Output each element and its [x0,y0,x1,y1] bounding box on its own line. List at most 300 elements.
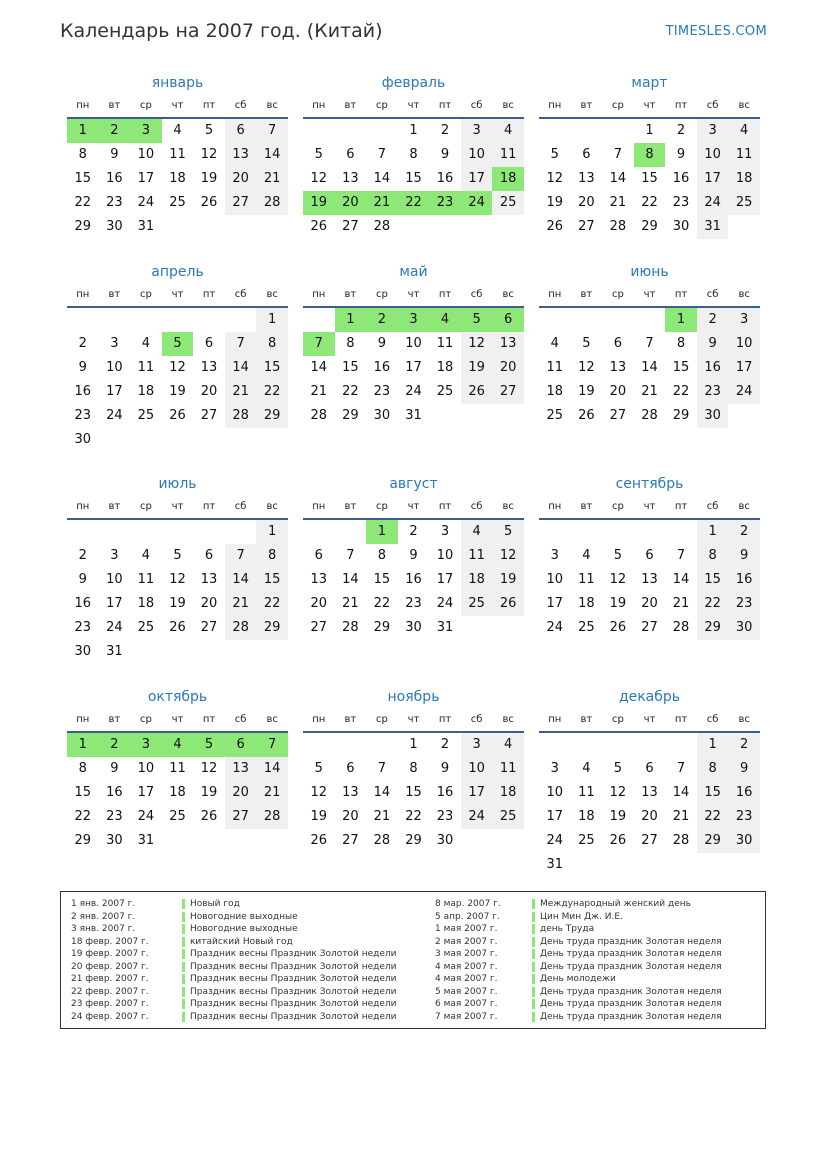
day-cell: 12 [578,360,595,375]
day-cell: 19 [461,356,493,380]
page-title: Календарь на 2007 год. (Китай) [60,20,383,42]
day-cell: 9 [728,757,760,781]
day-cell: 21 [672,809,690,824]
empty-day-cell [571,520,603,544]
day-cell: 1 [665,308,697,332]
month-name: декабрь [618,689,681,705]
empty-day-cell [130,308,162,332]
day-cell: 20 [335,191,367,215]
day-cell: 7 [256,119,288,143]
day-cell: 15 [405,785,422,800]
month-days-grid [539,284,760,428]
day-cell: 29 [342,408,359,423]
day-cell: 29 [672,408,690,423]
legend-color-marker [182,962,185,972]
day-cell: 12 [310,785,328,800]
day-cell: 27 [578,219,595,234]
day-cell: 12 [609,572,627,587]
day-cell: 25 [492,805,524,829]
legend-color-marker [182,937,185,947]
day-cell: 20 [578,195,595,210]
day-cell: 10 [546,785,564,800]
day-cell: 22 [342,384,359,399]
weekday-header: вс [256,95,288,119]
legend-color-marker [532,987,535,997]
weekday-header: чт [162,284,194,308]
day-cell: 26 [200,195,218,210]
day-cell: 24 [461,805,493,829]
day-cell: 15 [672,360,690,375]
empty-day-cell [193,520,225,544]
day-cell: 27 [641,833,658,848]
day-cell: 8 [377,548,387,563]
empty-day-cell [571,308,603,332]
empty-day-cell [193,308,225,332]
weekday-header: чт [162,496,194,520]
weekday-header: пн [67,284,99,308]
legend-date: 1 мая 2007 г. [435,924,498,934]
day-cell: 27 [200,620,218,635]
day-cell: 10 [436,548,454,563]
weekday-header: пт [429,284,461,308]
day-cell: 2 [728,733,760,757]
holiday-legend [60,891,766,1029]
legend-color-marker [532,1012,535,1022]
day-cell: 20 [342,809,359,824]
empty-day-cell [539,119,571,143]
day-cell: 5 [613,761,623,776]
day-cell: 4 [492,119,524,143]
legend-holiday-name: Праздник весны Праздник Золотой недели [190,974,397,984]
weekday-header: пн [303,496,335,520]
day-cell: 29 [74,219,92,234]
month-name: октябрь [147,689,208,705]
weekday-header: вс [492,284,524,308]
weekday-header: вт [571,709,603,733]
legend-date: 20 февр. 2007 г. [71,961,149,972]
weekday-header: вт [571,496,603,520]
day-cell: 10 [106,572,123,587]
day-cell: 7 [225,544,257,568]
empty-day-cell [225,308,257,332]
day-cell: 29 [697,829,729,853]
empty-day-cell [335,520,367,544]
legend-holiday-name: Международный женский день [540,899,691,909]
legend-color-marker [532,999,535,1009]
day-cell: 24 [106,408,123,423]
legend-holiday-name: День молодежи [540,974,616,984]
day-cell: 23 [728,592,760,616]
legend-color-marker [182,1012,185,1022]
weekday-header: пн [67,709,99,733]
day-cell: 10 [697,143,729,167]
legend-holiday-name: Праздник весны Праздник Золотой недели [190,999,397,1009]
weekday-header: пн [67,95,99,119]
day-cell: 1 [366,520,398,544]
day-cell: 21 [609,195,627,210]
legend-color-marker [182,899,185,909]
legend-date: 1 янв. 2007 г. [71,899,136,909]
day-cell: 10 [137,761,155,776]
weekday-header: сб [461,284,493,308]
day-cell: 9 [440,147,450,162]
day-cell: 2 [78,336,87,351]
day-cell: 4 [173,123,182,138]
day-cell: 6 [645,548,654,563]
day-cell: 19 [578,384,595,399]
day-cell: 5 [461,308,493,332]
day-cell: 24 [137,195,155,210]
day-cell: 17 [728,356,760,380]
legend-color-marker [532,962,535,972]
day-cell: 8 [256,544,288,568]
day-cell: 25 [546,408,564,423]
day-cell: 3 [461,733,493,757]
day-cell: 10 [728,332,760,356]
day-cell: 8 [256,332,288,356]
weekday-header: вс [728,496,760,520]
day-cell: 25 [169,809,186,824]
legend-holiday-name: Новогодние выходные [190,924,298,934]
day-cell: 1 [697,733,729,757]
month-days-grid [303,284,524,428]
day-cell: 3 [110,548,119,563]
day-cell: 7 [256,733,288,757]
empty-day-cell [303,119,335,143]
day-cell: 28 [641,408,658,423]
day-cell: 7 [225,332,257,356]
empty-day-cell [602,119,634,143]
legend-date: 5 апр. 2007 г. [435,911,500,922]
day-cell: 8 [676,336,686,351]
day-cell: 20 [200,384,218,399]
weekday-header: чт [162,95,194,119]
weekday-header: вт [99,709,131,733]
day-cell: 17 [461,167,493,191]
day-cell: 25 [137,620,155,635]
month-days-grid [303,95,524,239]
month-name: август [389,476,438,492]
day-cell: 12 [200,147,218,162]
day-cell: 15 [697,781,729,805]
day-cell: 10 [137,147,155,162]
weekday-header: вс [728,284,760,308]
day-cell: 4 [582,548,591,563]
day-cell: 2 [440,737,450,752]
day-cell: 5 [314,761,323,776]
legend-color-marker [182,974,185,984]
day-cell: 7 [377,761,387,776]
weekday-header: ср [366,284,398,308]
day-cell: 25 [578,833,595,848]
day-cell: 28 [609,219,627,234]
day-cell: 2 [78,548,87,563]
day-cell: 3 [398,308,430,332]
day-cell: 14 [373,171,391,186]
empty-day-cell [366,733,398,757]
day-cell: 7 [645,336,654,351]
month-name: май [399,264,428,280]
day-cell: 23 [405,596,422,611]
legend-holiday-name: Праздник весны Праздник Золотой недели [190,1011,397,1022]
day-cell: 9 [110,761,119,776]
day-cell: 20 [225,167,257,191]
empty-day-cell [634,520,666,544]
weekday-header: ср [130,709,162,733]
day-cell: 11 [728,143,760,167]
weekday-header: вс [492,496,524,520]
day-cell: 23 [672,195,690,210]
day-cell: 12 [461,332,493,356]
day-cell: 22 [697,805,729,829]
day-cell: 11 [578,572,595,587]
weekday-header: чт [398,95,430,119]
day-cell: 29 [405,833,422,848]
day-cell: 19 [200,785,218,800]
weekday-header: вт [571,95,603,119]
month-block [67,260,288,452]
day-cell: 20 [641,596,658,611]
empty-day-cell [602,308,634,332]
day-cell: 23 [436,809,454,824]
weekday-header: сб [697,284,729,308]
day-cell: 27 [641,620,658,635]
day-cell: 26 [609,833,627,848]
day-cell: 13 [225,757,257,781]
empty-day-cell [67,520,99,544]
day-cell: 20 [492,356,524,380]
day-cell: 11 [578,785,595,800]
day-cell: 17 [697,167,729,191]
weekday-header: вт [335,95,367,119]
day-cell: 17 [436,572,454,587]
legend-color-marker [532,937,535,947]
day-cell: 6 [204,548,214,563]
legend-date: 4 мая 2007 г. [435,974,498,984]
weekday-header: пт [429,95,461,119]
weekday-header: вс [492,709,524,733]
day-cell: 15 [256,568,288,592]
weekday-header: ср [130,496,162,520]
day-cell: 6 [582,147,591,162]
day-cell: 10 [405,336,422,351]
day-cell: 5 [314,147,323,162]
legend-date: 4 мая 2007 г. [435,961,498,972]
day-cell: 27 [200,408,218,423]
month-block [539,685,760,877]
day-cell: 28 [310,408,328,423]
day-cell: 13 [342,171,359,186]
day-cell: 5 [162,332,194,356]
day-cell: 14 [672,572,690,587]
weekday-header: ср [602,496,634,520]
day-cell: 26 [169,408,186,423]
day-cell: 2 [99,119,131,143]
month-block [539,71,760,239]
weekday-header: сб [225,284,257,308]
day-cell: 4 [492,733,524,757]
day-cell: 3 [130,733,162,757]
day-cell: 28 [342,620,359,635]
day-cell: 15 [74,171,92,186]
weekday-header: пт [665,95,697,119]
weekday-header: пн [539,284,571,308]
weekday-header: чт [634,709,666,733]
day-cell: 30 [728,829,760,853]
day-cell: 5 [204,123,214,138]
day-cell: 21 [641,384,658,399]
day-cell: 22 [373,596,391,611]
weekday-header: сб [697,95,729,119]
day-cell: 31 [137,219,155,234]
weekday-header: чт [634,284,666,308]
empty-day-cell [665,520,697,544]
weekday-header: сб [697,496,729,520]
legend-date: 7 мая 2007 г. [435,1011,498,1022]
month-block [539,472,760,640]
day-cell: 6 [225,733,257,757]
day-cell: 19 [169,384,186,399]
day-cell: 17 [546,596,564,611]
weekday-header: пт [193,95,225,119]
day-cell: 4 [162,733,194,757]
day-cell: 23 [74,620,92,635]
weekday-header: пн [539,496,571,520]
empty-day-cell [602,520,634,544]
empty-day-cell [539,733,571,757]
day-cell: 26 [169,620,186,635]
empty-day-cell [335,733,367,757]
day-cell: 14 [342,572,359,587]
legend-date: 6 мая 2007 г. [435,999,498,1009]
empty-day-cell [539,308,571,332]
day-cell: 3 [440,524,450,539]
day-cell: 21 [256,167,288,191]
day-cell: 15 [256,356,288,380]
weekday-header: вс [256,284,288,308]
legend-holiday-name: китайский Новый год [190,936,293,947]
day-cell: 30 [728,616,760,640]
day-cell: 16 [436,171,454,186]
day-cell: 1 [335,308,367,332]
weekday-header: пт [193,496,225,520]
month-block [303,71,524,239]
day-cell: 3 [728,308,760,332]
legend-date: 5 мая 2007 г. [435,986,498,997]
day-cell: 15 [405,171,422,186]
empty-day-cell [67,308,99,332]
day-cell: 31 [546,857,564,872]
day-cell: 23 [106,809,123,824]
day-cell: 21 [225,380,257,404]
weekday-header: вт [99,284,131,308]
day-cell: 18 [436,360,454,375]
day-cell: 24 [728,380,760,404]
month-name: январь [151,75,204,91]
empty-day-cell [130,520,162,544]
day-cell: 4 [550,336,559,351]
day-cell: 22 [398,191,430,215]
day-cell: 16 [728,568,760,592]
legend-date: 18 февр. 2007 г. [71,936,149,947]
day-cell: 4 [429,308,461,332]
month-days-grid [539,95,760,239]
day-cell: 7 [613,147,623,162]
brand-link[interactable]: TIMESLES.COM [665,24,767,39]
day-cell: 9 [110,147,119,162]
day-cell: 31 [436,620,454,635]
weekday-header: вс [256,496,288,520]
legend-date: 24 февр. 2007 г. [71,1011,149,1022]
day-cell: 30 [106,219,123,234]
day-cell: 13 [200,572,218,587]
day-cell: 18 [169,785,186,800]
day-cell: 2 [697,308,729,332]
day-cell: 2 [409,524,418,539]
legend-date: 3 янв. 2007 г. [71,924,136,934]
day-cell: 6 [492,308,524,332]
day-cell: 22 [641,195,658,210]
day-cell: 14 [225,356,257,380]
legend-color-marker [182,987,185,997]
weekday-header: пн [303,95,335,119]
day-cell: 13 [342,785,359,800]
day-cell: 22 [672,384,690,399]
day-cell: 31 [405,408,422,423]
legend-date: 3 мая 2007 г. [435,949,498,959]
day-cell: 12 [169,572,186,587]
weekday-header: ср [130,95,162,119]
empty-day-cell [539,520,571,544]
day-cell: 9 [676,147,686,162]
legend-date: 2 мая 2007 г. [435,936,498,947]
weekday-header: ср [602,709,634,733]
day-cell: 11 [492,143,524,167]
day-cell: 8 [78,147,87,162]
day-cell: 29 [256,404,288,428]
legend-date: 8 мар. 2007 г. [435,899,501,909]
day-cell: 9 [409,548,418,563]
day-cell: 1 [409,737,418,752]
legend-holiday-name: День труда праздник Золотая неделя [540,936,722,947]
day-cell: 26 [546,219,564,234]
day-cell: 1 [409,123,418,138]
day-cell: 30 [74,432,92,447]
day-cell: 1 [256,520,288,544]
day-cell: 2 [99,733,131,757]
day-cell: 21 [310,384,328,399]
day-cell: 19 [546,195,564,210]
day-cell: 21 [225,592,257,616]
day-cell: 9 [697,332,729,356]
weekday-header: пт [193,284,225,308]
weekday-header: пт [429,496,461,520]
day-cell: 11 [546,360,564,375]
day-cell: 24 [461,191,493,215]
day-cell: 25 [436,384,454,399]
legend-color-marker [182,949,185,959]
day-cell: 10 [461,757,493,781]
day-cell: 5 [582,336,591,351]
day-cell: 16 [74,596,92,611]
day-cell: 6 [204,336,214,351]
day-cell: 26 [492,592,524,616]
day-cell: 29 [697,616,729,640]
day-cell: 18 [492,167,524,191]
day-cell: 14 [310,360,328,375]
empty-day-cell [99,308,131,332]
weekday-header: ср [130,284,162,308]
